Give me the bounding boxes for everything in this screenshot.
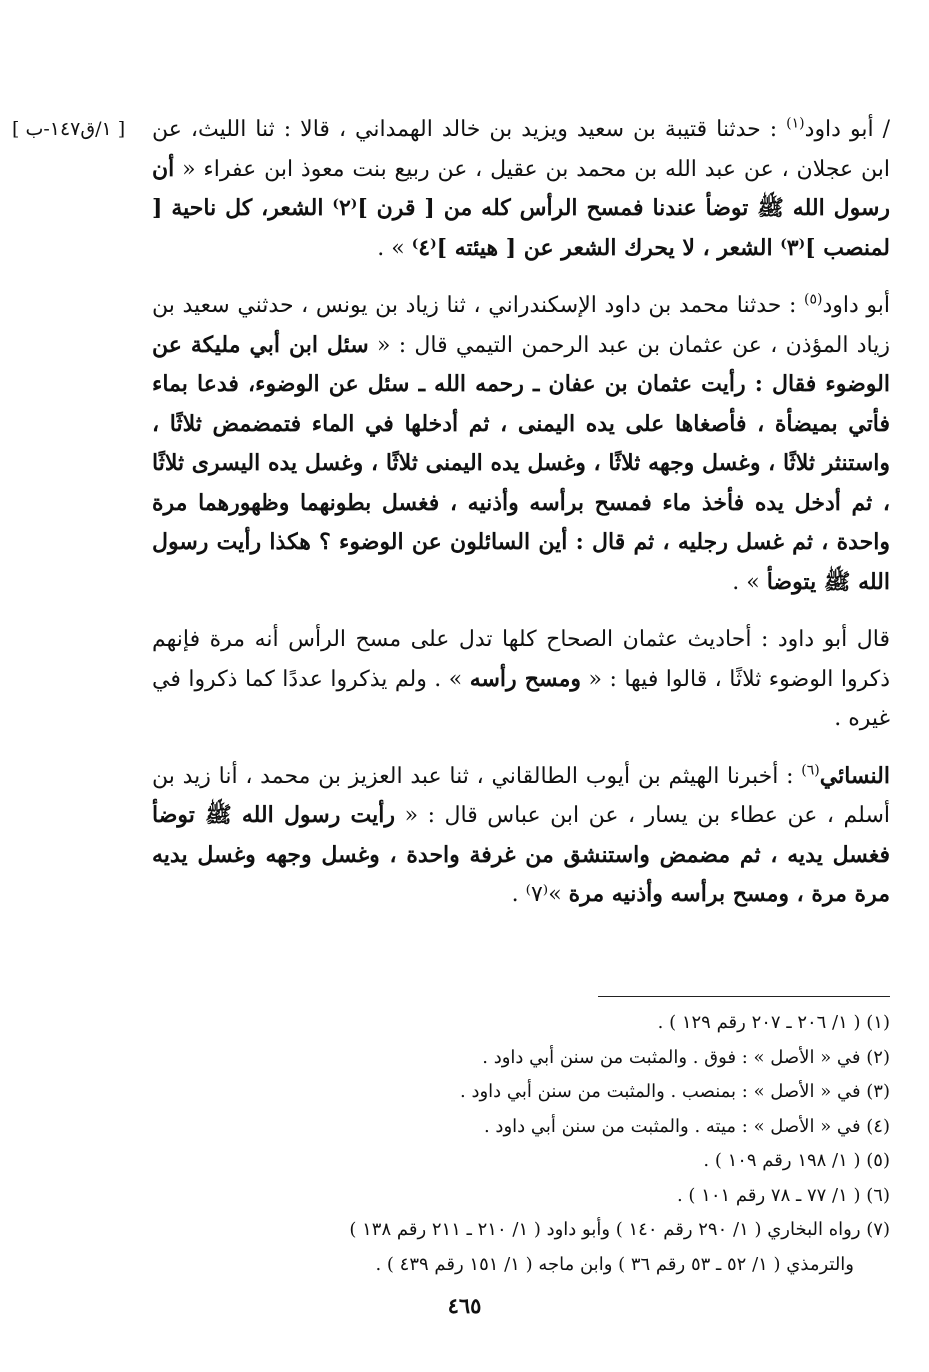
footnote-separator: [598, 996, 890, 997]
hadith-text: رأيت رسول الله ﷺ توضأ فغسل يديه ، ثم مضمض واستنشق من غرفة واحدة ، وغسل وجهه وغسل يديه مرة مرة ، ومسح برأسه وأذنيه مرة: [152, 802, 890, 907]
source-name: النسائي: [819, 762, 890, 789]
footnote-4: (٤) في « الأصل » : ميته . والمثبت من سنن أبي داود .: [483, 1115, 890, 1137]
footnote-ref: (١): [786, 115, 805, 132]
source-name: / أبو داود: [804, 117, 890, 142]
hadith-text: أن رسول الله ﷺ توضأ عندنا فمسح الرأس كله من [ قرن ]⁽٢⁾ الشعر، كل ناحية [ لمنصب ]⁽٣⁾ الشعر ، لا يحرك الشعر عن [ هيئته ]⁽٤⁾: [152, 155, 891, 261]
footnote-7: (٧) رواه البخاري ( ١/ ٢٩٠ رقم ١٤٠ ) وأبو داود ( ١/ ٢١٠ ـ ٢١١ رقم ١٣٨ ): [349, 1219, 890, 1240]
footnote-5: (٥) ( ١/ ١٩٨ رقم ١٠٩ ) .: [703, 1150, 890, 1171]
paragraph-nasai: [152, 757, 890, 915]
closing-mark: » .: [732, 569, 767, 595]
footnote-6: (٦) ( ١/ ٧٧ ـ ٧٨ رقم ١٠١ ) .: [676, 1184, 890, 1206]
footnotes: [150, 1006, 890, 1282]
footnote-2: (٢) في « الأصل » : فوق . والمثبت من سنن أبي داود .: [482, 1046, 890, 1068]
footnote-ref: (٦): [801, 762, 820, 779]
isnad-text: : أخبرنا الهيثم بن أيوب الطالقاني ، ثنا عبد العزيز بن محمد ، أنا زيد بن أسلم ، عن عطاء بن يسار ، عن ابن عباس قال : «: [152, 763, 890, 828]
page-number: ٤٦٥: [447, 1293, 482, 1318]
footnote-7-continuation: والترمذي ( ١/ ٥٢ ـ ٥٣ رقم ٣٦ ) وابن ماجه ( ١/ ١٥١ رقم ٤٣٩ ) .: [375, 1253, 854, 1275]
hadith-text: سئل ابن أبي مليكة عن الوضوء فقال : رأيت عثمان بن عفان ـ رحمه الله ـ سئل عن الوضوء، فدعا بماء فأتي بميضأة ، فأصغاها على يده اليمنى ، ثم أدخلها في الماء فتمضمض ثلاثًا ، واستنثر ثلاثًا ، وغسل وجهه ثلاثًا ، وغسل يده اليمنى ثلاثًا ، وغسل يده اليسرى ثلاثًا ، ثم أدخل يده فأخذ ماء فمسح برأسه وأذنيه ، فغسل بطونهما وظهورهما مرة واحدة ، ثم غسل رجليه ، ثم قال : أين السائلون عن الوضوء ؟ هكذا رأيت رسول الله ﷺ يتوضأ: [152, 331, 890, 595]
paragraph-abu-dawud-comment: [152, 620, 890, 739]
paragraph-abu-dawud-2: [152, 286, 890, 602]
comment-text: قال أبو داود : أحاديث عثمان الصحاح كلها تدل على مسح الرأس أنه مرة فإنهم ذكروا الوضوء ثلاثًا ، قالوا فيها : «: [152, 627, 890, 692]
main-text: [152, 110, 890, 933]
footnote-1: (١) ( ١/ ٢٠٦ ـ ٢٠٧ رقم ١٢٩ ) .: [657, 1012, 890, 1033]
footnote-3: (٣) في « الأصل » : بمنصب . والمثبت من سنن أبي داود .: [460, 1081, 890, 1102]
footnote-ref: (٥): [803, 291, 823, 308]
comment-tail: » . ولم يذكروا عددًا كما ذكروا في غيره .: [152, 666, 890, 731]
isnad-text: : حدثنا قتيبة بن سعيد ويزيد بن خالد الهمداني ، قالا : ثنا الليث، عن ابن عجلان ، عن عبد الله بن محمد بن عقيل ، عن ربيع بنت معوذ ابن عفراء «: [152, 117, 890, 182]
manuscript-folio-marker: [ ١/ق١٤٧-ب ]: [12, 118, 126, 140]
isnad-text: : حدثنا محمد بن داود الإسكندراني ، ثنا زياد بن يونس ، حدثني سعيد بن زياد المؤذن ، عن عثمان بن عبد الرحمن التيمي قال : «: [152, 293, 891, 358]
closing-mark: »⁽٧⁾ .: [511, 882, 569, 907]
hadith-text: ومسح رأسه: [469, 665, 582, 692]
closing-mark: » .: [377, 235, 412, 261]
paragraph-abu-dawud-1: [152, 110, 890, 268]
source-name: أبو داود: [822, 293, 890, 318]
